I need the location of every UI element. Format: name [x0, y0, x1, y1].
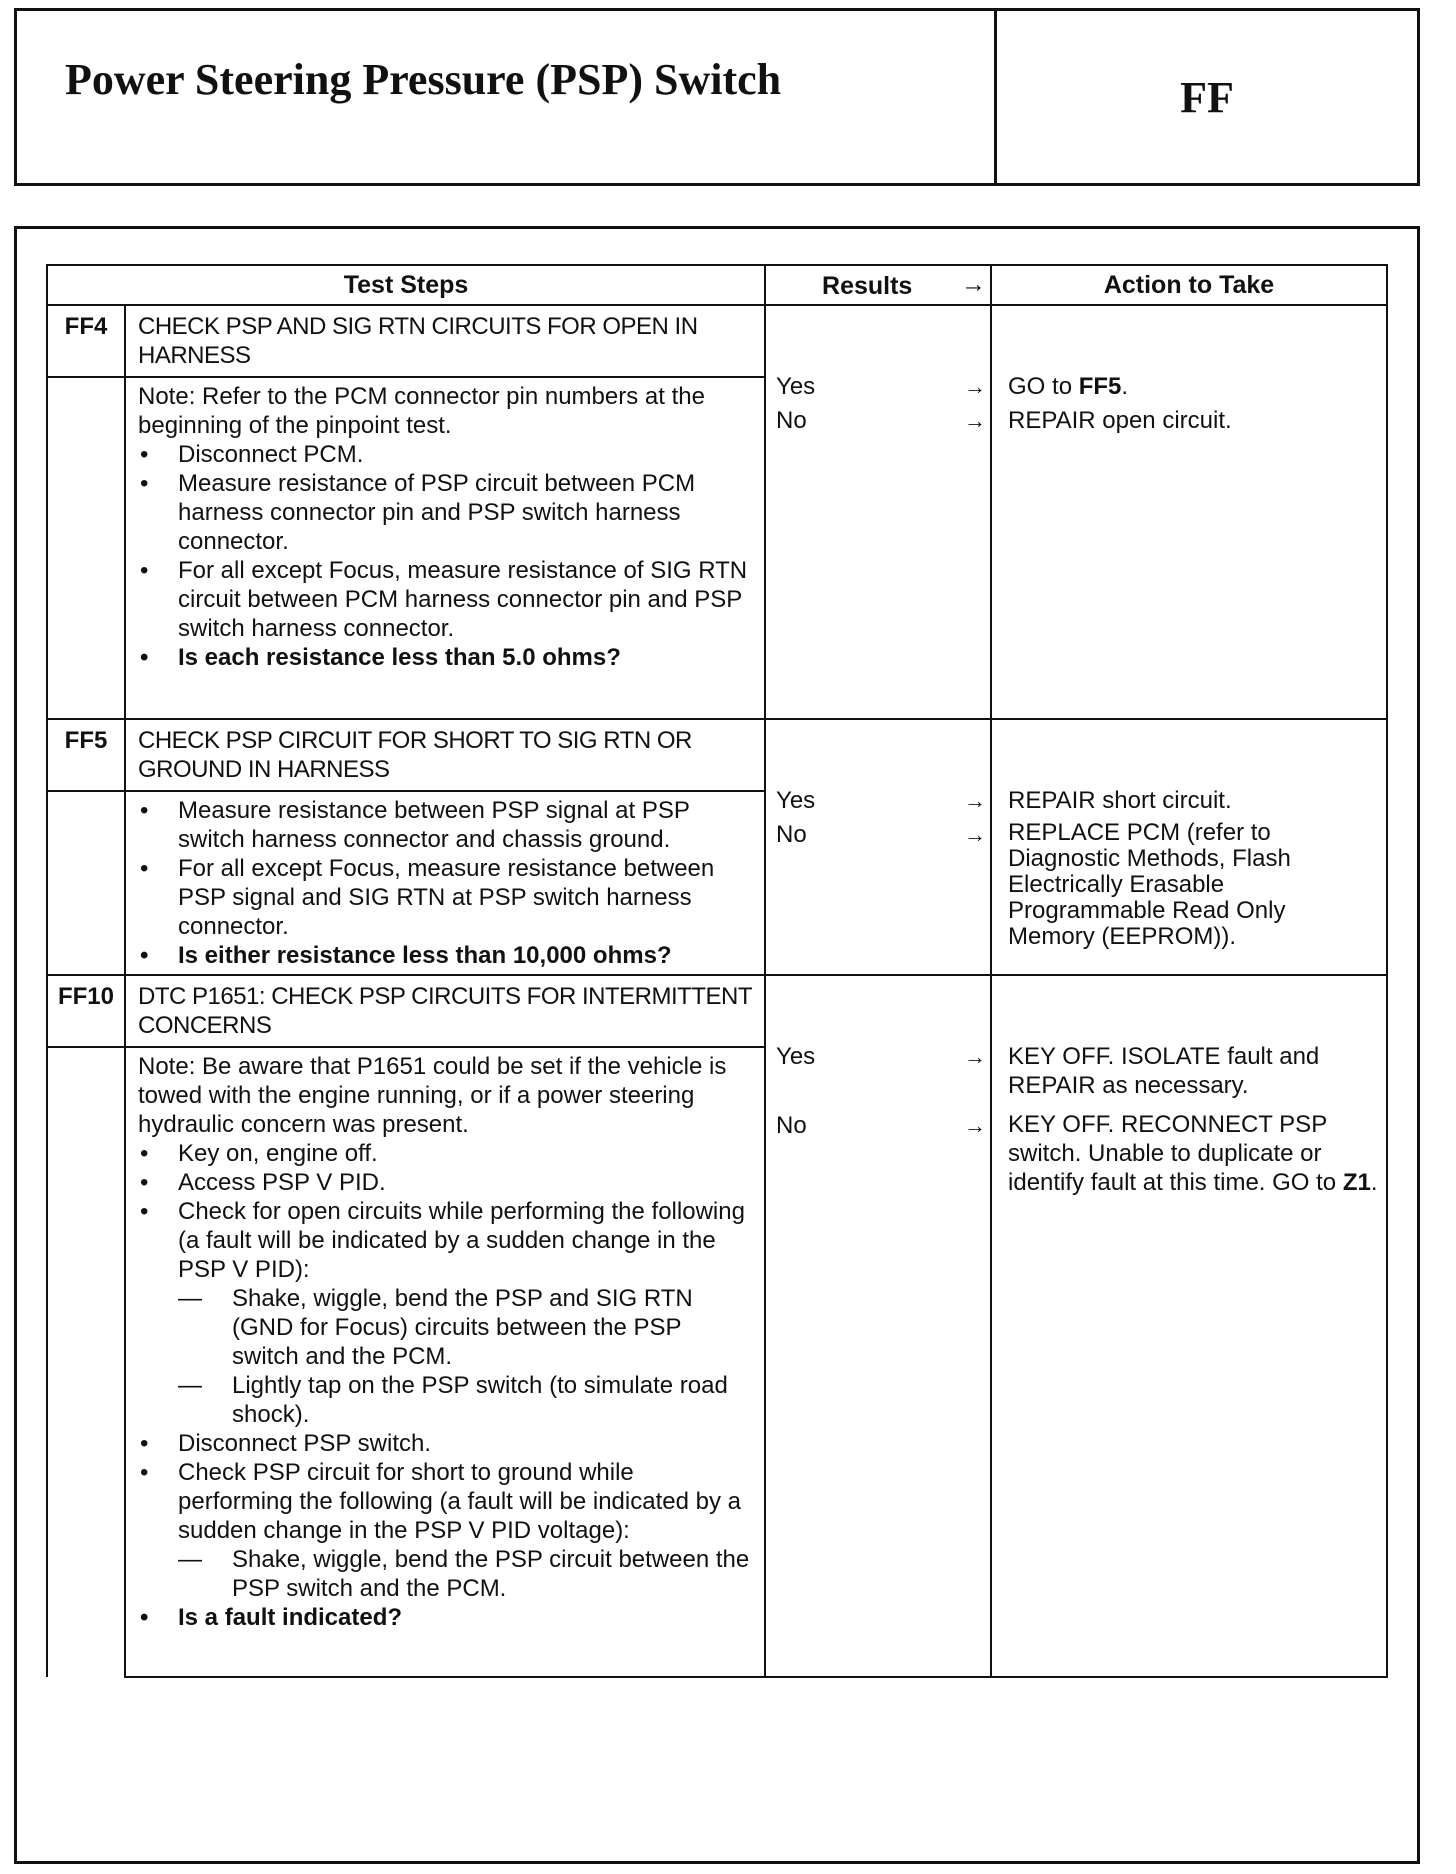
step-body [125, 1047, 765, 1677]
sub-list-item: — Shake, wiggle, bend the PSP and SIG RTN (GND for Focus) circuits between the PSP switch and the PCM. [178, 1284, 754, 1371]
step-bullets [138, 1139, 754, 1632]
action-text: KEY OFF. RECONNECT PSP switch. Unable to duplicate or identify fault at this time. GO to [1008, 1111, 1343, 1196]
results-cell [765, 719, 991, 975]
list-item: • For all except Focus, measure resistance of SIG RTN circuit between PCM harness connector pin and PSP switch harness connector. [138, 556, 754, 643]
result-yes-label: Yes [776, 373, 816, 400]
step-note: Note: Refer to the PCM connector pin numbers at the beginning of the pinpoint test. [138, 383, 705, 439]
action-no: REPLACE PCM (refer to Diagnostic Methods, Flash Electrically Erasable Programmable Read Only Memory (EEPROM)). [1008, 819, 1291, 950]
title-cell [17, 11, 997, 183]
step-question: • Is each resistance less than 5.0 ohms? [138, 643, 754, 672]
results-cell [765, 305, 991, 719]
step-question: • Is either resistance less than 10,000 ohms? [138, 941, 754, 970]
action-text: . [1121, 373, 1129, 400]
sub-list-item: — Shake, wiggle, bend the PSP circuit between the PSP switch and the PCM. [178, 1545, 754, 1603]
step-title: DTC P1651: CHECK PSP CIRCUITS FOR INTERMITTENT CONCERNS [125, 975, 765, 1047]
step-note: Note: Be aware that P1651 could be set if the vehicle is towed with the engine running, or if a power steering hydraulic concern was present. [138, 1053, 727, 1138]
action-yes: REPAIR short circuit. [1008, 787, 1232, 814]
list-item: • Disconnect PCM. [138, 440, 754, 469]
result-no-label: No [776, 407, 807, 434]
result-yes [766, 1042, 990, 1071]
action-no [1008, 1110, 1378, 1197]
step-reference-link: Z1 [1342, 1169, 1371, 1196]
page-title: Power Steering Pressure (PSP) Switch [65, 55, 782, 104]
table-header-row [47, 265, 1387, 305]
list-item-text: Check PSP circuit for short to ground while performing the following (a fault will be indicated by a sudden change in the PSP V PID voltage): [178, 1459, 741, 1544]
step-id: FF10 [47, 975, 125, 1047]
title-box [14, 8, 1420, 186]
test-steps-table [46, 264, 1388, 1678]
sub-list [178, 1284, 754, 1429]
header-action: Action to Take [991, 265, 1387, 305]
action-yes [1008, 372, 1378, 401]
list-item: • Access PSP V PID. [138, 1168, 754, 1197]
list-item: • For all except Focus, measure resistance between PSP signal and SIG RTN at PSP switch harness connector. [138, 854, 754, 941]
result-no [766, 820, 990, 849]
arrow-icon: → [964, 822, 987, 847]
arrow-icon: → [964, 408, 987, 433]
action-yes: KEY OFF. ISOLATE fault and REPAIR as necessary. [1008, 1043, 1320, 1099]
result-no-label: No [776, 821, 807, 848]
step-id-spacer [47, 1047, 125, 1677]
result-yes-label: Yes [776, 1043, 816, 1070]
list-item-text: Check for open circuits while performing the following (a fault will be indicated by a sudden change in the PSP V PID): [178, 1198, 745, 1283]
action-cell [991, 719, 1387, 975]
result-no [766, 406, 990, 435]
arrow-icon: → [964, 1044, 987, 1069]
step-bullets [138, 796, 754, 970]
section-code: FF [1180, 72, 1234, 122]
results-cell [765, 975, 991, 1677]
list-item [138, 1197, 754, 1429]
step-title-row [47, 975, 1387, 1047]
list-item: • Measure resistance of PSP circuit between PCM harness connector pin and PSP switch harness connector. [138, 469, 754, 556]
step-title-row [47, 719, 1387, 791]
step-reference-link: FF5 [1078, 373, 1122, 400]
list-item [138, 1458, 754, 1603]
result-no-label: No [776, 1112, 807, 1139]
action-text: GO to [1008, 373, 1079, 400]
sub-list [178, 1545, 754, 1603]
action-no: REPAIR open circuit. [1008, 407, 1232, 434]
step-id-spacer [47, 791, 125, 975]
step-title: CHECK PSP CIRCUIT FOR SHORT TO SIG RTN OR GROUND IN HARNESS [125, 719, 765, 791]
step-title: CHECK PSP AND SIG RTN CIRCUITS FOR OPEN IN HARNESS [125, 305, 765, 377]
list-item: • Key on, engine off. [138, 1139, 754, 1168]
result-yes [766, 786, 990, 815]
step-title-row [47, 305, 1387, 377]
step-id: FF4 [47, 305, 125, 377]
step-bullets [138, 440, 754, 672]
action-cell [991, 975, 1387, 1677]
step-body [125, 791, 765, 975]
step-id: FF5 [47, 719, 125, 791]
header-results [765, 265, 991, 305]
step-question: • Is a fault indicated? [138, 1603, 754, 1632]
header-test-steps: Test Steps [47, 265, 765, 305]
list-item: • Measure resistance between PSP signal at PSP switch harness connector and chassis ground. [138, 796, 754, 854]
list-item: • Disconnect PSP switch. [138, 1429, 754, 1458]
step-body [125, 377, 765, 719]
arrow-icon: → [961, 270, 987, 298]
arrow-icon: → [964, 1113, 987, 1138]
result-no [766, 1111, 990, 1140]
action-cell [991, 305, 1387, 719]
arrow-icon: → [964, 374, 987, 399]
arrow-icon: → [964, 788, 987, 813]
sub-list-item: — Lightly tap on the PSP switch (to simulate road shock). [178, 1371, 754, 1429]
result-yes [766, 372, 990, 401]
result-yes-label: Yes [776, 787, 816, 814]
header-results-label: Results [822, 272, 913, 300]
action-text: . [1370, 1169, 1378, 1196]
step-id-spacer [47, 377, 125, 719]
